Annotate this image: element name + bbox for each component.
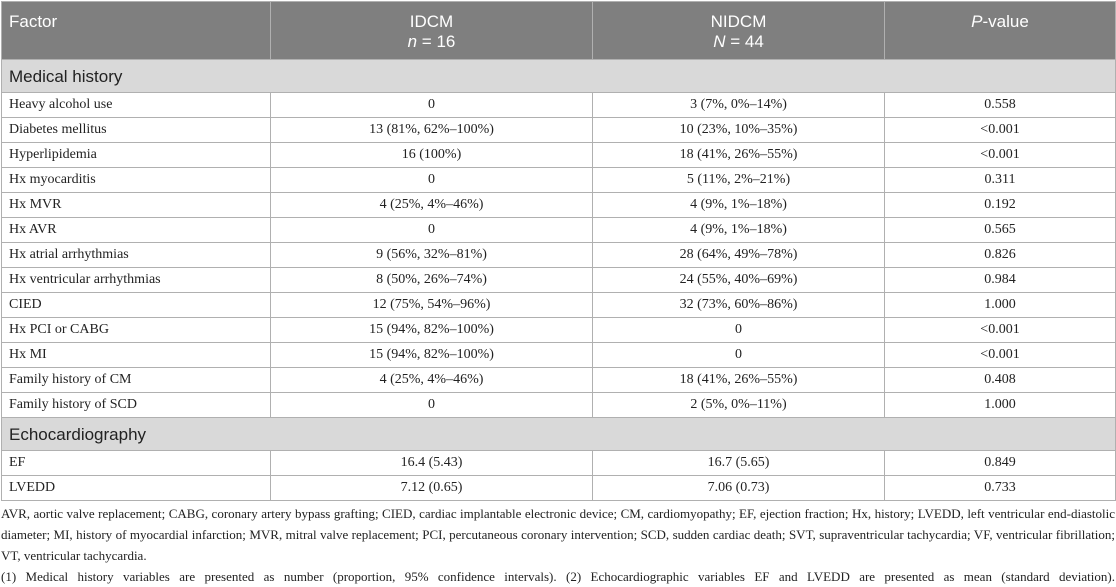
p-value-cell: 0.311 [885, 168, 1116, 193]
table-row [2, 343, 1116, 368]
nidcm-cell: 2 (5%, 0%–11%) [593, 393, 885, 418]
factor-cell: Hx MI [2, 343, 271, 368]
factor-cell: Family history of SCD [2, 393, 271, 418]
p-value-cell: 0.849 [885, 451, 1116, 476]
factor-cell: LVEDD [2, 476, 271, 501]
comparison-table [1, 1, 1116, 501]
header-nidcm-n-var: N [713, 32, 726, 51]
p-value-cell: 0.558 [885, 93, 1116, 118]
idcm-cell: 16 (100%) [271, 143, 593, 168]
factor-cell: EF [2, 451, 271, 476]
nidcm-cell: 4 (9%, 1%–18%) [593, 193, 885, 218]
table-row [2, 268, 1116, 293]
nidcm-cell: 4 (9%, 1%–18%) [593, 218, 885, 243]
nidcm-cell: 10 (23%, 10%–35%) [593, 118, 885, 143]
header-idcm-count [271, 32, 592, 52]
idcm-cell: 12 (75%, 54%–96%) [271, 293, 593, 318]
idcm-cell: 7.12 (0.65) [271, 476, 593, 501]
nidcm-cell: 24 (55%, 40%–69%) [593, 268, 885, 293]
factor-cell: Hx AVR [2, 218, 271, 243]
table-row [2, 476, 1116, 501]
section-row-medical-history [2, 60, 1116, 93]
presentation-footnote: (1) Medical history variables are presented as number (proportion, 95% confidence intervals). (2) Echocardiographic variables EF and LVEDD are presented as mean (standard deviation). [1, 569, 1115, 584]
section-label: Echocardiography [2, 418, 1116, 451]
header-p-var: P [971, 12, 983, 31]
p-value-cell: 1.000 [885, 393, 1116, 418]
idcm-cell: 8 (50%, 26%–74%) [271, 268, 593, 293]
nidcm-cell: 3 (7%, 0%–14%) [593, 93, 885, 118]
idcm-cell: 0 [271, 168, 593, 193]
table-row [2, 393, 1116, 418]
idcm-cell: 16.4 (5.43) [271, 451, 593, 476]
table-row [2, 243, 1116, 268]
factor-cell: Diabetes mellitus [2, 118, 271, 143]
nidcm-cell: 0 [593, 318, 885, 343]
header-nidcm-label: NIDCM [710, 12, 767, 31]
table-row [2, 368, 1116, 393]
header-nidcm-n-val: = 44 [725, 32, 764, 51]
table-row [2, 218, 1116, 243]
idcm-cell: 9 (56%, 32%–81%) [271, 243, 593, 268]
idcm-cell: 0 [271, 218, 593, 243]
nidcm-cell: 7.06 (0.73) [593, 476, 885, 501]
table-row [2, 451, 1116, 476]
header-idcm-n-var: n [407, 32, 418, 51]
table-row [2, 293, 1116, 318]
abbreviations-footnote: AVR, aortic valve replacement; CABG, coronary artery bypass grafting; CIED, cardiac implantable electronic device; CM, cardiomyopathy; EF, ejection fraction; Hx, history; LVEDD, left ventricular end-diastolic diameter; MI, history of myocardial infarction; MVR, mitral valve replacement; PCI, percutaneous coronary intervention; SCD, sudden cardiac death; SVT, supraventricular tachycardia; VF, ventricular fibrillation; VT, ventricular tachycardia. [1, 506, 1115, 563]
idcm-cell: 0 [271, 393, 593, 418]
nidcm-cell: 28 (64%, 49%–78%) [593, 243, 885, 268]
header-idcm-label: IDCM [409, 12, 454, 31]
header-idcm [271, 2, 593, 60]
header-idcm-n-val: = 16 [417, 32, 456, 51]
p-value-cell: 0.826 [885, 243, 1116, 268]
table-row [2, 168, 1116, 193]
idcm-cell: 4 (25%, 4%–46%) [271, 368, 593, 393]
p-value-cell: 0.733 [885, 476, 1116, 501]
factor-cell: Heavy alcohol use [2, 93, 271, 118]
idcm-cell: 15 (94%, 82%–100%) [271, 318, 593, 343]
p-value-cell: 0.565 [885, 218, 1116, 243]
p-value-cell: 1.000 [885, 293, 1116, 318]
section-label: Medical history [2, 60, 1116, 93]
factor-cell: CIED [2, 293, 271, 318]
factor-cell: Hyperlipidemia [2, 143, 271, 168]
p-value-cell: <0.001 [885, 143, 1116, 168]
table-row [2, 193, 1116, 218]
idcm-cell: 15 (94%, 82%–100%) [271, 343, 593, 368]
nidcm-cell: 18 (41%, 26%–55%) [593, 368, 885, 393]
p-value-cell: <0.001 [885, 118, 1116, 143]
table-footnotes [1, 503, 1115, 587]
factor-cell: Hx MVR [2, 193, 271, 218]
idcm-cell: 4 (25%, 4%–46%) [271, 193, 593, 218]
table-row [2, 93, 1116, 118]
nidcm-cell: 16.7 (5.65) [593, 451, 885, 476]
factor-cell: Hx atrial arrhythmias [2, 243, 271, 268]
section-row-echocardiography [2, 418, 1116, 451]
header-factor: Factor [2, 2, 271, 60]
p-value-cell: 0.192 [885, 193, 1116, 218]
p-value-cell: <0.001 [885, 318, 1116, 343]
nidcm-cell: 18 (41%, 26%–55%) [593, 143, 885, 168]
header-row [2, 2, 1116, 60]
header-nidcm [593, 2, 885, 60]
nidcm-cell: 5 (11%, 2%–21%) [593, 168, 885, 193]
table-row [2, 318, 1116, 343]
factor-cell: Hx ventricular arrhythmias [2, 268, 271, 293]
p-value-cell: 0.408 [885, 368, 1116, 393]
idcm-cell: 13 (81%, 62%–100%) [271, 118, 593, 143]
factor-cell: Family history of CM [2, 368, 271, 393]
factor-cell: Hx myocarditis [2, 168, 271, 193]
header-nidcm-count [593, 32, 884, 52]
nidcm-cell: 0 [593, 343, 885, 368]
header-p-value [885, 2, 1116, 60]
p-value-cell: 0.984 [885, 268, 1116, 293]
table-row [2, 118, 1116, 143]
header-p-suffix: -value [982, 12, 1029, 31]
idcm-cell: 0 [271, 93, 593, 118]
nidcm-cell: 32 (73%, 60%–86%) [593, 293, 885, 318]
p-value-cell: <0.001 [885, 343, 1116, 368]
table-row [2, 143, 1116, 168]
factor-cell: Hx PCI or CABG [2, 318, 271, 343]
